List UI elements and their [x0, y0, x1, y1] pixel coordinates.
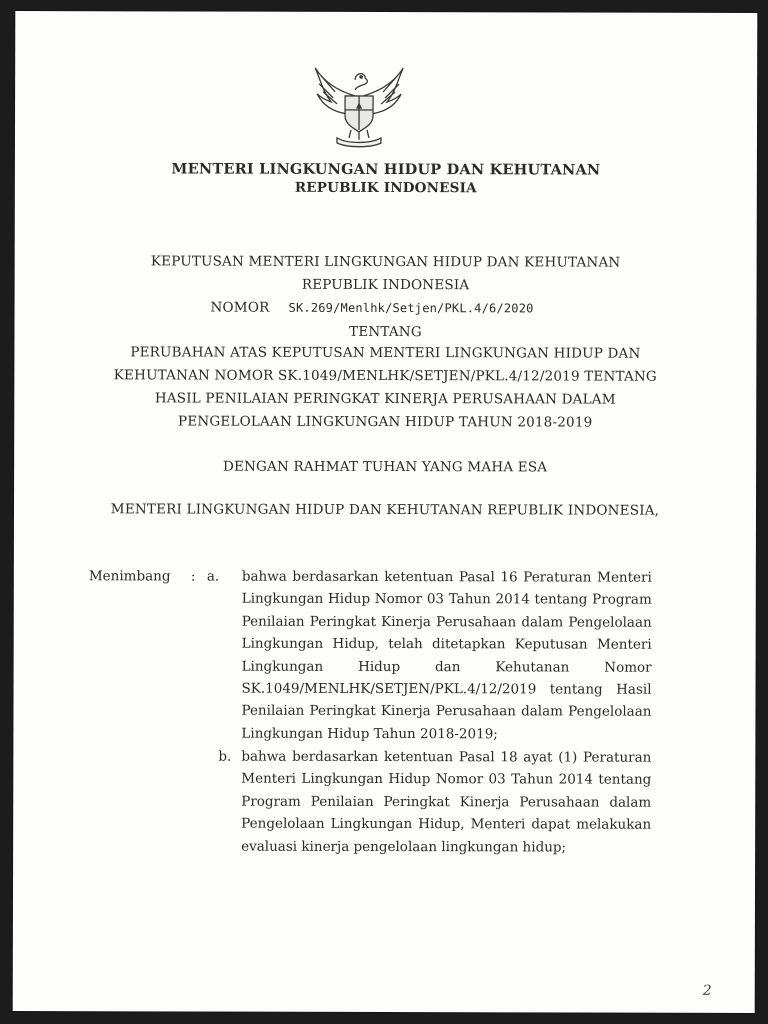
garuda-emblem-icon — [311, 62, 407, 148]
considerations-label: Menimbang — [88, 568, 171, 585]
consideration-text: bahwa berdasarkan ketentuan Pasal 18 ayat (1) Peraturan Menteri Lingkungan Hidup Nomor 03 Tahun 2014 tentang Program Penilaian Peringkat Kinerja Perusahaan dalam Pengelolaan Lingkungan Hidup, Menteri dapat melakukan evaluasi kinerja pengelolaan lingkungan hidup; — [241, 748, 652, 856]
ministry-header-line2: REPUBLIK INDONESIA — [294, 179, 477, 197]
decree-subject-line: PERUBAHAN ATAS KEPUTUSAN MENTERI LINGKUNGAN HIDUP DAN — [130, 344, 641, 362]
decree-number-row — [211, 297, 534, 317]
decree-tentang: TENTANG — [349, 323, 422, 341]
issuer-line: MENTERI LINGKUNGAN HIDUP DAN KEHUTANAN REPUBLIK INDONESIA, — [110, 501, 660, 519]
decree-title-line1: KEPUTUSAN MENTERI LINGKUNGAN HIDUP DAN KEHUTANAN — [150, 253, 621, 271]
document-page — [13, 11, 758, 1013]
consideration-letter: a. — [206, 568, 220, 585]
decree-title-line2: REPUBLIK INDONESIA — [301, 276, 470, 294]
ministry-header-line1: MENTERI LINGKUNGAN HIDUP DAN KEHUTANAN — [171, 160, 601, 179]
page-number-mark: 2 — [702, 982, 712, 999]
consideration-letter: b. — [218, 748, 232, 765]
decree-subject-line: PENGELOLAAN LINGKUNGAN HIDUP TAHUN 2018-2019 — [178, 413, 593, 431]
consideration-text: bahwa berdasarkan ketentuan Pasal 16 Peraturan Menteri Lingkungan Hidup Nomor 03 Tahun 2014 tentang Program Penilaian Peringkat Kinerja Perusahaan dalam Pengelolaan Lingkungan Hidup, telah ditetapkan Keputusan Menteri Lingkungan Hidup dan Kehutanan Nomor SK.1049/MENLHK/SETJEN/PKL.4/12/2019 tentang Hasil Penilaian Peringkat Kinerja Perusahaan dalam Pengelolaan Lingkungan Hidup Tahun 2018-2019; — [241, 568, 652, 743]
decree-subject-line: HASIL PENILAIAN PERINGKAT KINERJA PERUSAHAAN DALAM — [154, 390, 616, 408]
decree-subject-line: KEHUTANAN NOMOR SK.1049/MENLHK/SETJEN/PKL.4/12/2019 TENTANG — [113, 367, 657, 385]
decree-number-label: NOMOR — [210, 299, 270, 316]
decree-number-value: SK.269/Menlhk/Setjen/PKL.4/6/2020 — [288, 300, 534, 316]
considerations-colon: : — [190, 568, 196, 585]
invocation-line: DENGAN RAHMAT TUHAN YANG MAHA ESA — [222, 458, 548, 476]
